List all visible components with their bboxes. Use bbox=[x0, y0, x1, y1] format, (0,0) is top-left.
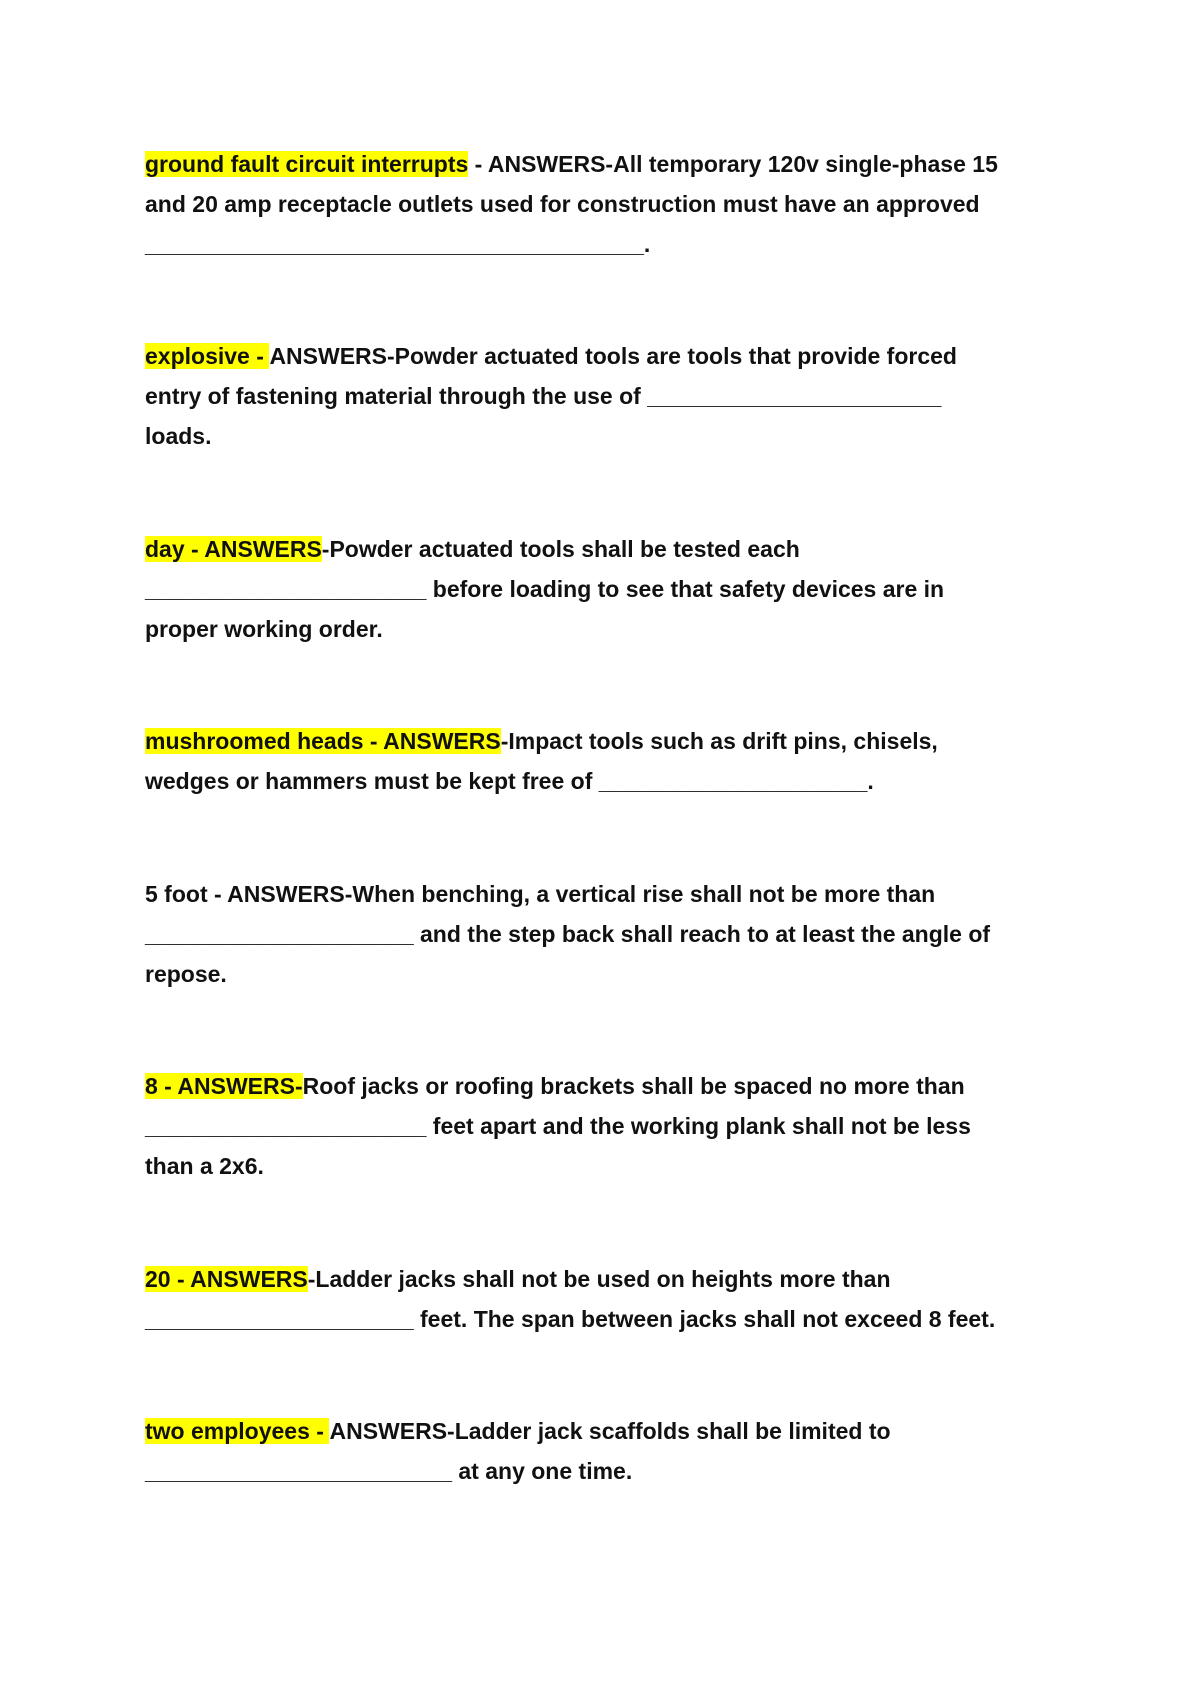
question-text: _____________________ and the step back shall reach to at least the angle of bbox=[145, 921, 991, 947]
qa-item-3 bbox=[145, 529, 1075, 649]
qa-item-2 bbox=[145, 336, 1075, 456]
question-text: and 20 amp receptacle outlets used for construction must have an approved bbox=[145, 191, 980, 217]
qa-item-5 bbox=[145, 874, 1075, 994]
question-text: -Powder actuated tools shall be tested each bbox=[321, 536, 800, 562]
highlighted-answer: explosive - bbox=[145, 343, 270, 369]
question-text: _____________________ feet. The span between jacks shall not exceed 8 feet. bbox=[145, 1306, 996, 1332]
qa-line bbox=[145, 336, 1075, 376]
qa-line bbox=[145, 416, 1075, 456]
question-text: -Ladder jacks shall not be used on heights more than bbox=[307, 1266, 891, 1292]
qa-line bbox=[145, 1259, 1075, 1299]
qa-item-8 bbox=[145, 1411, 1075, 1491]
question-text: _______________________________________. bbox=[145, 231, 651, 257]
highlighted-answer: day - ANSWERS bbox=[145, 536, 322, 562]
qa-line bbox=[145, 1106, 1075, 1146]
question-text: than a 2x6. bbox=[145, 1153, 264, 1179]
question-text: Roof jacks or roofing brackets shall be spaced no more than bbox=[302, 1073, 965, 1099]
qa-line bbox=[145, 529, 1075, 569]
qa-line bbox=[145, 1299, 1075, 1339]
qa-line bbox=[145, 874, 1075, 914]
qa-line bbox=[145, 144, 1075, 184]
question-text: ANSWERS-Powder actuated tools are tools that provide forced bbox=[269, 343, 957, 369]
question-text: 5 foot - ANSWERS-When benching, a vertical rise shall not be more than bbox=[145, 881, 936, 907]
question-text: proper working order. bbox=[145, 616, 383, 642]
question-text: ________________________ at any one time. bbox=[145, 1458, 633, 1484]
qa-line bbox=[145, 1146, 1075, 1186]
question-text: ______________________ feet apart and the working plank shall not be less bbox=[145, 1113, 971, 1139]
question-text: repose. bbox=[145, 961, 227, 987]
qa-line bbox=[145, 721, 1075, 761]
qa-item-6 bbox=[145, 1066, 1075, 1186]
qa-line bbox=[145, 224, 1075, 264]
question-text: loads. bbox=[145, 423, 212, 449]
highlighted-answer: mushroomed heads - ANSWERS bbox=[145, 728, 501, 754]
qa-line bbox=[145, 1066, 1075, 1106]
qa-line bbox=[145, 761, 1075, 801]
qa-line bbox=[145, 609, 1075, 649]
qa-item-4 bbox=[145, 721, 1075, 801]
qa-line bbox=[145, 569, 1075, 609]
qa-item-7 bbox=[145, 1259, 1075, 1339]
highlighted-answer: 20 - ANSWERS bbox=[145, 1266, 308, 1292]
qa-line bbox=[145, 376, 1075, 416]
qa-line bbox=[145, 1451, 1075, 1491]
highlighted-answer: ground fault circuit interrupts bbox=[145, 151, 469, 177]
qa-line bbox=[145, 1411, 1075, 1451]
question-text: -Impact tools such as drift pins, chisels, bbox=[500, 728, 938, 754]
qa-line bbox=[145, 184, 1075, 224]
question-text: ANSWERS-Ladder jack scaffolds shall be limited to bbox=[329, 1418, 891, 1444]
question-text: wedges or hammers must be kept free of _____________________. bbox=[145, 768, 874, 794]
highlighted-answer: 8 - ANSWERS- bbox=[145, 1073, 303, 1099]
qa-line bbox=[145, 954, 1075, 994]
qa-item-1 bbox=[145, 144, 1075, 264]
question-text: entry of fastening material through the use of _______________________ bbox=[145, 383, 942, 409]
qa-line bbox=[145, 914, 1075, 954]
highlighted-answer: two employees - bbox=[145, 1418, 330, 1444]
question-text: ______________________ before loading to see that safety devices are in bbox=[145, 576, 945, 602]
question-text: - ANSWERS-All temporary 120v single-phase 15 bbox=[468, 151, 998, 177]
